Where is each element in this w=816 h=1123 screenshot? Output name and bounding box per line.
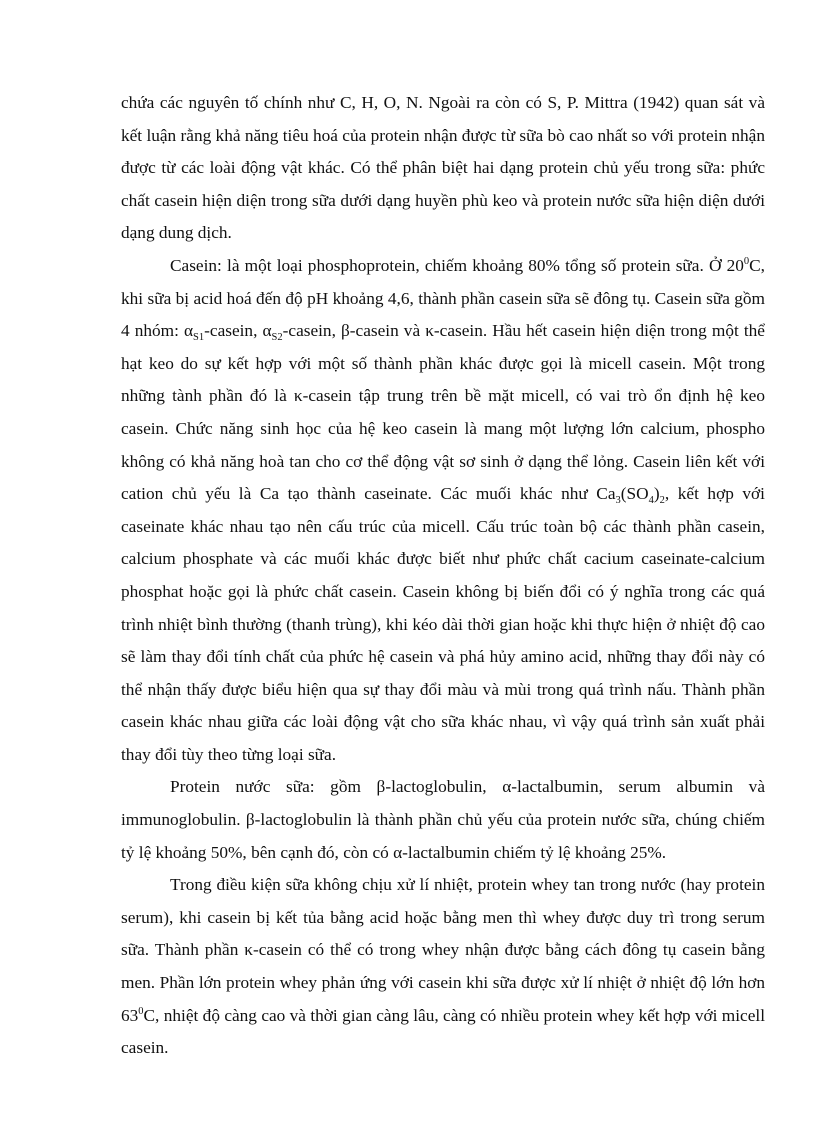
subscript: 2 — [659, 495, 665, 507]
paragraph-casein — [121, 250, 765, 772]
text-run: , kết hợp với caseinate khác nhau tạo nên cấu trúc của micell. Cấu trúc toàn bộ các thành phần casein, calcium phosphate và các muối khác được biết như phức chất cacium caseinate-calcium phosphat hoặc gọi là phức chất casein. Casein không bị biến đổi có ý nghĩa trong các quá trình nhiệt bình thường (thanh trùng), khi kéo dài thời gian hoặc khi thực hiện ở nhiệt độ cao sẽ làm thay đổi tính chất của phức hệ casein và phá hủy amino acid, những thay đổi này có thể nhận thấy được biểu hiện qua sự thay đổi màu và mùi trong quá trình nấu. Thành phần casein khác nhau giữa các loài động vật cho sữa khác nhau, vì vậy quá trình sản xuất phải thay đổi tùy theo từng loại sữa. — [121, 484, 765, 764]
subscript: S1 — [193, 332, 205, 344]
paragraph-protein-intro — [121, 87, 765, 250]
paragraph-text: Protein nước sữa: gồm β-lactoglobulin, α-lactalbumin, serum albumin và immunoglobulin. β-lactoglobulin là thành phần chủ yếu của protein nước sữa, chúng chiếm tỷ lệ khoảng 50%, bên cạnh đó, còn có α-lactalbumin chiếm tỷ lệ khoảng 25%. — [121, 777, 765, 862]
subscript: 4 — [648, 495, 654, 507]
subscript: S2 — [271, 332, 283, 344]
text-run: ) — [653, 484, 660, 504]
superscript: 0 — [138, 1005, 144, 1017]
text-run: C, nhiệt độ càng cao và thời gian càng lâu, càng có nhiều protein whey kết hợp với micell casein. — [121, 1005, 765, 1058]
text-run: -casein, α — [204, 321, 272, 341]
text-run: C, khi sữa bị acid hoá đến độ pH khoảng 4,6, thành phần casein sữa sẽ đông tụ. Casein sữa gồm 4 nhóm: α — [121, 255, 765, 341]
subscript: 3 — [615, 495, 621, 507]
text-run: -casein, β-casein và κ-casein. Hầu hết casein hiện diện trong một thể hạt keo do sự kết hợp với một số thành phần khác được gọi là micell casein. Một trong những tành phần đó là κ-casein tập trung trên bề mặt micell, có vai trò ổn định hệ keo casein. Chức năng sinh học của hệ keo casein là mang một lượng lớn calcium, phospho không có khả năng hoà tan cho cơ thể động vật sơ sinh ở dạng thể lỏng. Casein liên kết với cation chủ yếu là Ca tạo thành caseinate. Các muối khác như Ca — [121, 321, 765, 504]
text-run: Trong điều kiện sữa không chịu xử lí nhiệt, protein whey tan trong nước (hay protein serum), khi casein bị kết tủa bằng acid hoặc bằng men thì whey được duy trì trong serum sữa. Thành phần κ-casein có thể có trong whey nhận được bằng cách đông tụ casein bằng men. Phần lớn protein whey phản ứng với casein khi sữa được xử lí nhiệt ở nhiệt độ lớn hơn 63 — [121, 875, 765, 1025]
paragraph-whey-protein — [121, 771, 765, 869]
superscript: 0 — [743, 255, 750, 267]
document-page — [121, 87, 765, 1065]
text-run: (SO — [620, 484, 649, 504]
paragraph-text: chứa các nguyên tố chính như C, H, O, N. Ngoài ra còn có S, P. Mittra (1942) quan sát và kết luận rằng khả năng tiêu hoá của protein nhận được từ sữa bò cao nhất so với protein nhận được từ các loài động vật khác. Có thể phân biệt hai dạng protein chủ yếu trong sữa: phức chất casein hiện diện trong sữa dưới dạng huyền phù keo và protein nước sữa hiện diện dưới dạng dung dịch. — [121, 93, 765, 243]
text-run: Casein: là một loại phosphoprotein, chiếm khoảng 80% tổng số protein sữa. Ở 20 — [170, 255, 744, 275]
paragraph-heat-treatment — [121, 869, 765, 1065]
